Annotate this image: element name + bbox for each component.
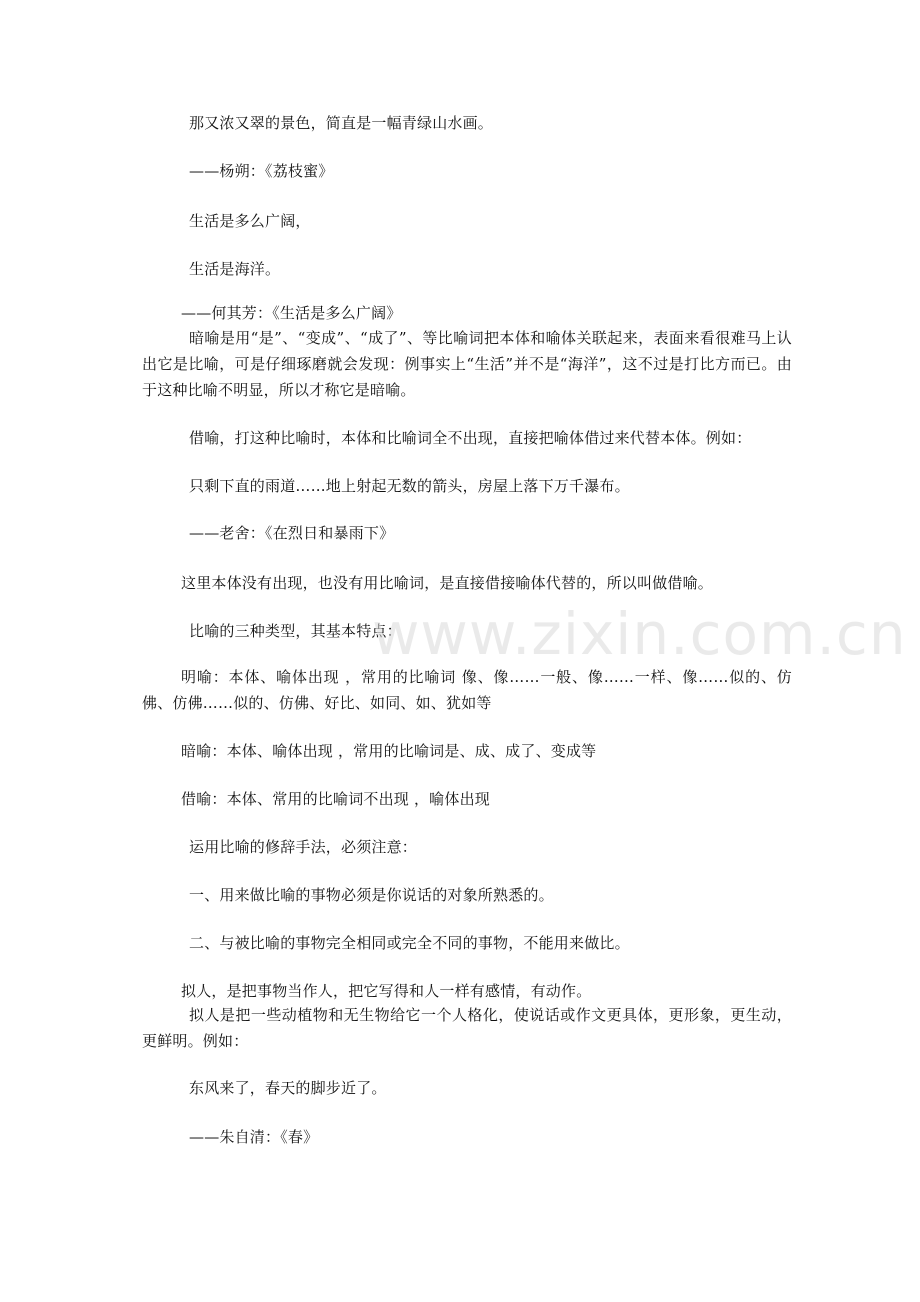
body-paragraph: 拟人是把一些动植物和无生物给它一个人格化，使说话或作文更具体，更形象，更生动，更鲜明。例如： [142, 1006, 792, 1050]
rule-item: 二、与被比喻的事物完全相同或完全不同的事物，不能用来做比。 [189, 934, 630, 952]
body-paragraph-borrowed-metaphor: 借喻，打这种比喻时，本体和比喻词全不出现，直接把喻体借过来代替本体。例如： [189, 429, 752, 447]
watermark: www.zixin.com.cn [372, 600, 907, 668]
rule-item: 一、用来做比喻的事物必须是你说话的对象所熟悉的。 [189, 886, 554, 904]
quote-line: 生活是海洋。 [189, 260, 281, 278]
borrowed-metaphor-definition: 借喻：本体、常用的比喻词不出现 ，喻体出现 [181, 790, 490, 808]
quote-attribution: ——老舍：《在烈日和暴雨下》 [189, 524, 395, 542]
quote-attribution: ——杨朔：《荔枝蜜》 [189, 162, 334, 180]
quote-line: 生活是多么广阔， [189, 212, 311, 230]
example-line: 东风来了，春天的脚步近了。 [189, 1079, 387, 1097]
body-paragraph: 这里本体没有出现，也没有用比喻词，是直接借接喻体代替的，所以叫做借喻。 [181, 574, 714, 592]
quote-attribution: ——朱自清：《春》 [189, 1128, 319, 1146]
body-paragraph-personification: 拟人，是把事物当作人，把它写得和人一样有感情，有动作。 [181, 982, 592, 1000]
metaphor-definition: 暗喻：本体、喻体出现 ，常用的比喻词是、成、成了、变成等 [181, 742, 597, 760]
section-heading: 比喻的三种类型，其基本特点： [189, 622, 402, 640]
quote-attribution: ——何其芳：《生活是多么广阔》 [181, 304, 402, 322]
body-paragraph-metaphor: 暗喻是用“是”、“变成”、“成了”、等比喻词把本体和喻体关联起来，表面来看很难马上认出它是比喻，可是仔细琢磨就会发现：例事实上“生活”并不是“海洋”，这不过是打比方而已。由于这种比喻不明显，所以才称它是暗喻。 [142, 329, 792, 399]
quote-line: 那又浓又翠的景色，简直是一幅青绿山水画。 [189, 114, 494, 132]
simile-definition: 明喻：本体、喻体出现 ，常用的比喻词 像、像……一般、像……一样、像……似的、仿佛、仿佛……似的、仿佛、好比、如同、如、犹如等 [142, 668, 792, 712]
section-heading: 运用比喻的修辞手法，必须注意： [189, 838, 418, 856]
example-line: 只剩下直的雨道……地上射起无数的箭头，房屋上落下万千瀑布。 [189, 477, 630, 495]
